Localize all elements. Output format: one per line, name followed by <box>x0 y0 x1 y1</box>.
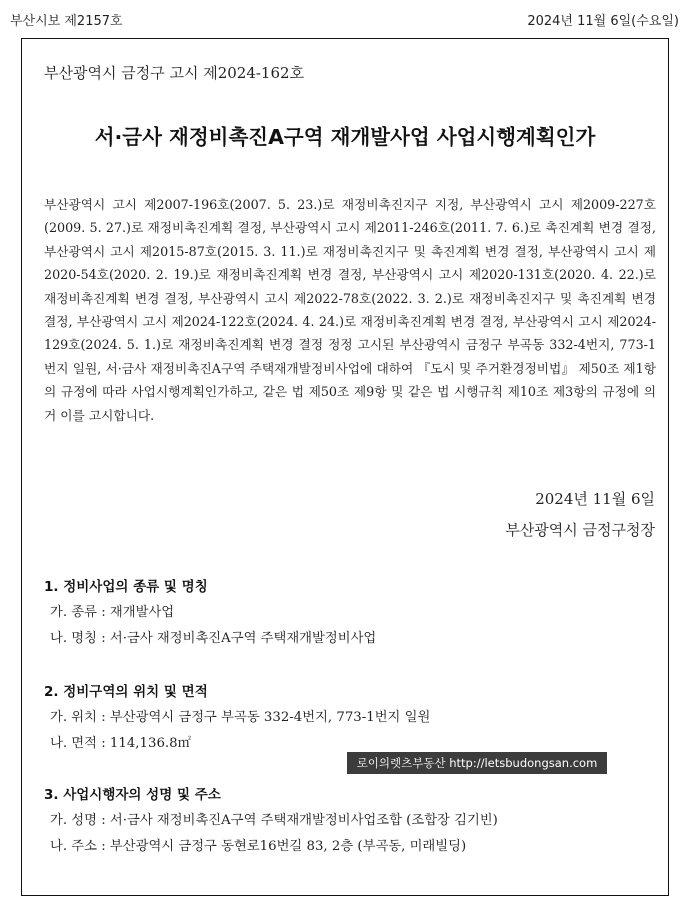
gazette-header <box>0 0 690 38</box>
notice-title: 서·금사 재정비촉진A구역 재개발사업 사업시행계획인가 <box>94 125 596 149</box>
section-1-item-type: 가. 종류 : 재개발사업 <box>50 605 175 620</box>
watermark-banner: 로이의렛츠부동산 http://letsbudongsan.com <box>347 752 607 774</box>
section-3-item-address: 나. 주소 : 부산광역시 금정구 동현로16번길 83, 2층 (부곡동, 미래빌딩) <box>50 839 467 854</box>
section-1-item-name: 나. 명칭 : 서·금사 재정비촉진A구역 주택재개발정비사업 <box>50 631 377 646</box>
gazette-date: 2024년 11월 6일(수요일) <box>527 14 679 29</box>
notice-number: 부산광역시 금정구 고시 제2024-162호 <box>44 64 305 82</box>
section-2-item-area: 나. 면적 : 114,136.8㎡ <box>50 736 191 751</box>
section-2-heading: 2. 정비구역의 위치 및 면적 <box>44 684 208 700</box>
gazette-number: 부산시보 제2157호 <box>10 14 123 29</box>
notice-signer: 부산광역시 금정구청장 <box>505 521 655 539</box>
section-3-heading: 3. 사업시행자의 성명 및 주소 <box>44 787 221 803</box>
notice-body: 부산광역시 고시 제2007-196호(2007. 5. 23.)로 재정비촉진지구 지정, 부산광역시 고시 제2009-227호(2009. 5. 27.)로 재정비촉진계획 결정, 부산광역시 고시 제2011-246호(2011. 7. 6.)로 촉진계획 변경 결정, 부산광역시 고시 제2015-87호(2015. 3. 11.)로 재정비촉진지구 및 촉진계획 변경 결정, 부산광역시 고시 제2020-54호(2020. 2. 19.)로 재정비촉진계획 변경 결정, 부산광역시 고시 제2020-131호(2020. 4. 22.)로 재정비촉진계획 변경 결정, 부산광역시 고시 제2022-78호(2022. 3. 2.)로 재정비촉진지구 및 촉진계획 변경 결정, 부산광역시 고시 제2024-122호(2024. 4. 24.)로 재정비촉진계획 변경 결정, 부산광역시 고시 제2024-129호(2024. 5. 1.)로 재정비촉진계획 변경 결정 정정 고시된 부산광역시 금정구 부곡동 332-4번지, 773-1번지 일원, 서·금사 재정비촉진A구역 주택재개발정비사업에 대하여 『도시 및 주거환경정비법』 제50조 제1항의 규정에 따라 사업시행계획인가하고, 같은 법 제50조 제9항 및 같은 법 시행규칙 제10조 제3항의 규정에 의거 이를 고시합니다. <box>44 197 656 423</box>
section-1-heading: 1. 정비사업의 종류 및 명칭 <box>44 579 208 595</box>
section-3-item-operator: 가. 성명 : 서·금사 재정비촉진A구역 주택재개발정비사업조합 (조합장 김기빈) <box>50 813 498 828</box>
notice-date: 2024년 11월 6일 <box>535 490 655 508</box>
section-2-item-location: 가. 위치 : 부산광역시 금정구 부곡동 332-4번지, 773-1번지 일원 <box>50 710 431 725</box>
